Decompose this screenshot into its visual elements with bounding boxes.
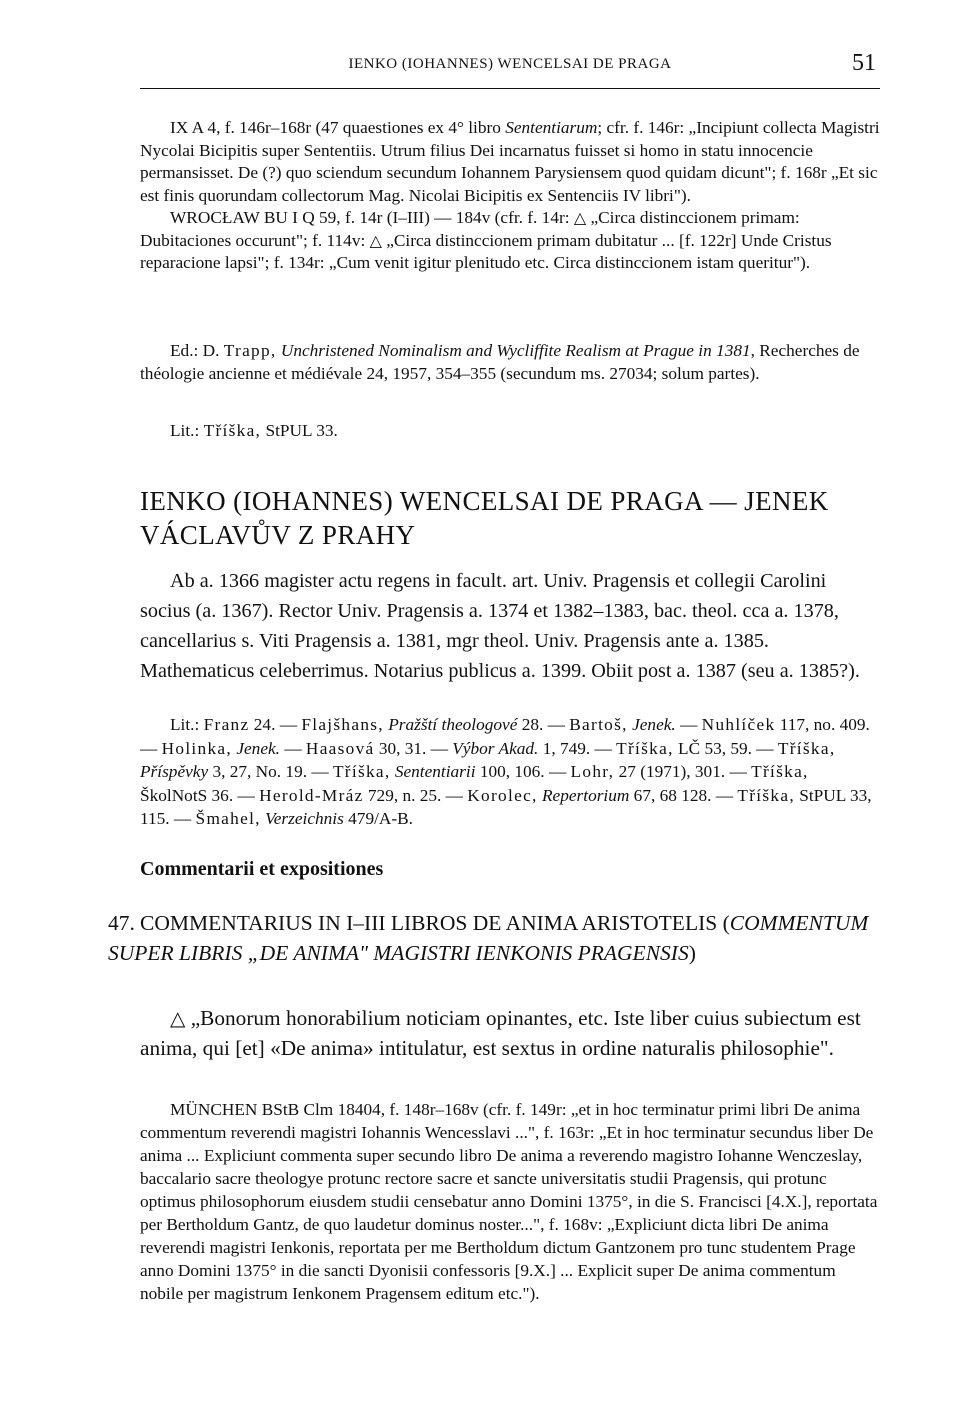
edition-title: Unchristened Nominalism and Wycliffite Realism at Prague in 1381 xyxy=(280,341,751,360)
citation-text: StPUL 33, 115. — xyxy=(140,785,872,828)
cited-title: Sententiarii xyxy=(394,762,476,781)
citation-text: 100, 106. — xyxy=(475,762,571,781)
literature-author: Tříška, xyxy=(203,421,262,440)
edition-author: Trapp, xyxy=(223,341,277,360)
running-head: IENKO (IOHANNES) WENCELSAI DE PRAGA xyxy=(348,56,672,72)
literature-list xyxy=(140,713,880,831)
previous-entry-manuscript xyxy=(140,117,880,275)
incipit-paragraph xyxy=(140,1004,880,1063)
citation-text: 27 (1971), 301. — xyxy=(614,762,752,781)
cited-title: Výbor Akad. xyxy=(452,738,539,758)
cited-author: Tříška, xyxy=(777,738,836,758)
author-heading xyxy=(140,484,880,552)
cited-author: Haasová xyxy=(305,738,375,758)
cited-author: Herold-Mráz xyxy=(259,785,364,805)
citation-text: 479/A-B. xyxy=(343,809,413,828)
work-heading xyxy=(108,908,880,968)
citation-text: 24. — xyxy=(249,715,302,734)
work-incipit xyxy=(140,1004,880,1063)
cited-author: Tříška, xyxy=(332,762,391,781)
author-heading-line: IENKO (IOHANNES) WENCELSAI DE PRAGA — JENEK xyxy=(140,486,829,516)
cited-author: Tříška, xyxy=(751,762,809,781)
cited-author: Tříška, xyxy=(737,785,795,805)
citation-text: 1, 749. — xyxy=(538,738,617,758)
text-span: IX A 4, f. 146r–168r (47 quaestiones ex 4° libro xyxy=(170,118,506,137)
author-biography xyxy=(140,566,880,686)
citation-text: ŠkolNotS 36. — xyxy=(140,785,260,805)
edition-paragraph xyxy=(140,340,880,385)
text-span: ) xyxy=(688,941,696,965)
work-number: 47. xyxy=(108,911,135,935)
cited-title: Repertorium xyxy=(542,785,630,805)
cited-title: Jenek. xyxy=(632,715,676,734)
cited-author: Korolec, xyxy=(467,785,538,805)
cited-title: Verzeichnis xyxy=(265,809,344,828)
header-rule xyxy=(140,88,880,89)
text-span: „Circa distinccionem primam: Dubitaciones occurunt"; f. 114v: xyxy=(140,208,800,250)
literature-paragraph xyxy=(140,713,880,831)
incipit-text: „Bonorum honorabilium noticiam opinantes, etc. Iste liber cuius subiectum est anima, qui [et] «De anima» intitulatur, est sextus in ordine naturalis philosophie". xyxy=(140,1006,861,1060)
triangle-icon: △ xyxy=(369,230,382,250)
citation-text: 28. — xyxy=(517,715,570,734)
citation-text: — xyxy=(280,738,306,758)
citation-text: 729, n. 25. — xyxy=(363,785,468,805)
cited-author: Lohr, xyxy=(570,762,615,781)
cited-title: Jenek. xyxy=(236,738,280,758)
page-number: 51 xyxy=(852,50,876,76)
cited-author: Flajšhans, xyxy=(301,715,384,734)
text-span: „Circa distinccionem primam dubitatur ... [f. 122r] Unde Cristus reparacione lapsi"; f. 134r: „Cum venit igitur plenitudo etc. Circa distinccionem istam queritur"). xyxy=(140,230,832,272)
manuscript-paragraph xyxy=(140,117,880,207)
citation-text: 67, 68 128. — xyxy=(629,785,738,805)
literature-note-previous xyxy=(140,420,880,443)
section-title: Commentarii et expositiones xyxy=(140,858,384,880)
cited-author: Bartoš, xyxy=(569,715,628,734)
biography-paragraph: Ab a. 1366 magister actu regens in facult. art. Univ. Pragensis et collegii Carolini socius (a. 1367). Rector Univ. Pragensis a. 1374 et 1382–1383, bac. theol. cca a. 1378, cancellarius s. Viti Pragensis a. 1381, mgr theol. Univ. Pragensis ante a. 1385. Mathematicus celeberrimus. Notarius publicus a. 1399. Obiit post a. 1387 (seu a. 1385?). xyxy=(140,570,860,682)
work-title: COMMENTARIUS IN I–III LIBROS DE ANIMA ARISTOTELIS ( xyxy=(140,911,730,935)
citation-text: Lit.: xyxy=(170,715,204,734)
manuscript-paragraph xyxy=(140,207,880,275)
citation-text: — xyxy=(675,715,702,734)
literature-paragraph xyxy=(140,420,880,443)
citation-text: 3, 27, No. 19. — xyxy=(208,762,333,781)
edition-note xyxy=(140,340,880,385)
cited-title: Pražští theologové xyxy=(388,715,518,734)
triangle-icon: △ xyxy=(170,1006,186,1030)
text-span: WROCŁAW BU I Q 59, f. 14r (I–III) — 184v (cfr. f. 14r: xyxy=(170,208,574,227)
manuscript-paragraph: MÜNCHEN BStB Clm 18404, f. 148r–168v (cfr. f. 149r: „et in hoc terminatur primi libri De anima commentum reverendi magistri Iohannis Wencesslavi ...", f. 163r: „Et in hoc terminatur secundus liber De anima ... Expliciunt commenta super secundo libro De anima a reverendo magistro Iohanne Wenczeslay, baccalario sacre theologye protunc rectore sacre et sancte universitatis studii Pragensis, qui protunc optimus philosophorum eiusdem studii censebatur anno Domini 1375°, in die S. Francisci [4.X.], reportata per Bertholdum Gantz, de quo laudetur dominus noster...", f. 168v: „Expliciunt dicta libri De anima reverendi magistri Ienkonis, reportata per me Bertholdum dictum Gantzonem pro tunc studentem Prage anno Domini 1375° in die sancti Dyonisii confessoris [9.X.] ... Explicit super De anima commentum nobile per magistrum Ienkonem Pragensem editum etc."). xyxy=(140,1100,878,1303)
cited-author: Holinka, xyxy=(161,738,233,758)
cited-author: Franz xyxy=(203,715,250,734)
edition-label: Ed.: D. xyxy=(170,341,224,360)
cited-author: Tříška, xyxy=(616,738,674,758)
citation-text: 30, 31. — xyxy=(374,738,453,758)
italic-title: Sententiarum xyxy=(505,118,598,137)
author-heading-line: VÁCLAVŮV Z PRAHY xyxy=(140,520,416,550)
cited-author: Šmahel, xyxy=(195,809,261,828)
cited-author: Nuhlíček xyxy=(701,715,776,734)
text-span: , Recherches de théologie ancienne et médiévale 24, 1957, 354–355 (secundum ms. 27034; solum partes). xyxy=(140,341,860,383)
cited-title: Příspěvky xyxy=(140,762,209,781)
citation-text: 117, no. 409. — xyxy=(140,715,870,758)
triangle-icon: △ xyxy=(573,208,587,227)
citation-text: LČ 53, 59. — xyxy=(673,738,778,758)
work-alt-title: COMMENTUM SUPER LIBRIS „DE ANIMA" MAGISTRI IENKONIS PRAGENSIS xyxy=(108,911,869,965)
work-manuscript xyxy=(140,1098,880,1305)
text-span: StPUL 33. xyxy=(261,421,338,440)
literature-label: Lit.: xyxy=(170,421,204,440)
text-span: ; cfr. f. 146r: „Incipiunt collecta Magistri Nycolai Bicipitis super Sententiis. Utrum filius Dei incarnatus fuisset si homo in statu innocencie permansisset. De (?) quo sciendum secundum Iohannem Parysiensem quod quidam dicunt"; f. 168r „Et sic est finis quorundam collectorum Mag. Nicolai Bicipitis ex Sentenciis IV libri"). xyxy=(140,118,880,205)
